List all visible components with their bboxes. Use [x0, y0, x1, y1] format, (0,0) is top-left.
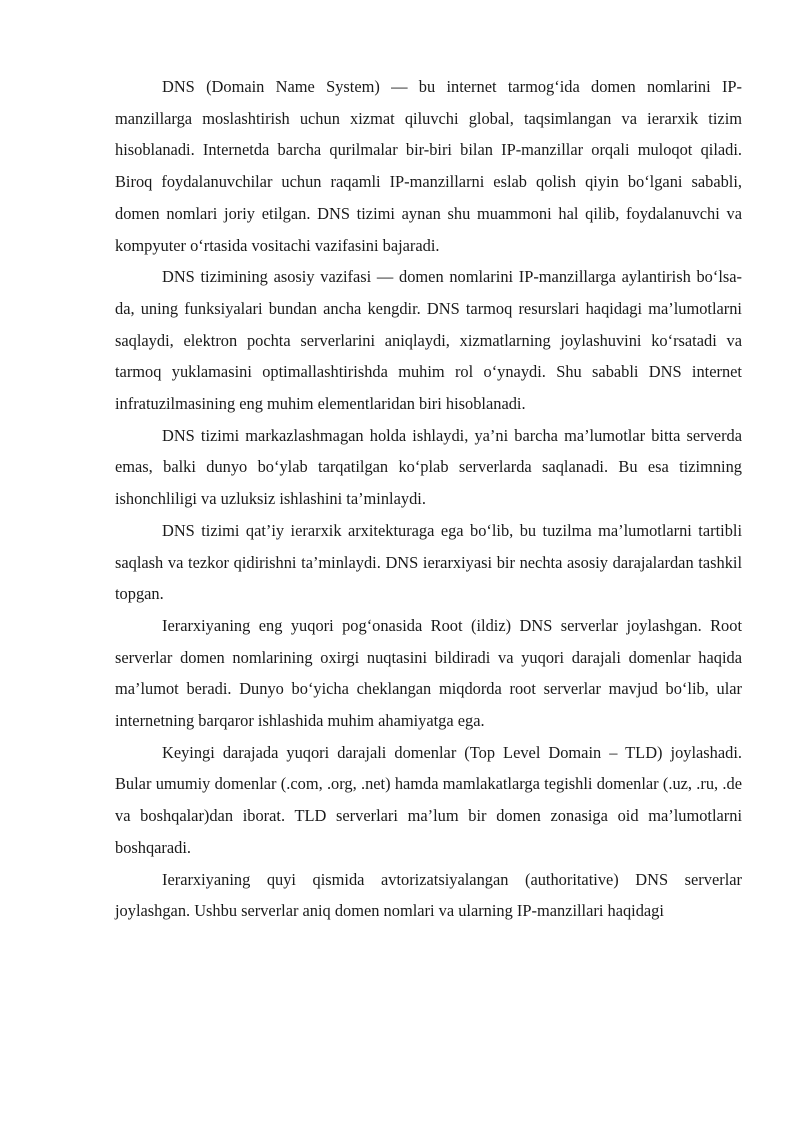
paragraph-dns-functions: DNS tizimining asosiy vazifasi — domen nomlarini IP-manzillarga aylantirish bo‘lsa-da, uning funksiyalari bundan ancha kengdir. DNS tarmoq resurslari haqidagi ma’lumotlarni saqlaydi, elektron pochta serverlarini aniqlaydi, xizmatlarning joylashuvini ko‘rsatadi va tarmoq yuklamasini optimallashtirishda muhim rol o‘ynaydi. Shu sababli DNS internet infratuzilmasining eng muhim elementlaridan biri hisoblanadi.	[115, 267, 742, 414]
paragraph-authoritative: Ierarxiyaning quyi qismida avtorizatsiyalangan (authoritative) DNS serverlar joylashgan. Ushbu serverlar aniq domen nomlari va ularning IP-manzillari haqidagi	[115, 869, 742, 921]
paragraph-hierarchy: DNS tizimi qat’iy ierarxik arxitekturaga ega bo‘lib, bu tuzilma ma’lumotlarni tartibli saqlash va tezkor qidirishni ta’minlaydi. DNS ierarxiyasi bir nechta asosiy darajalardan tashkil topgan.	[115, 520, 742, 604]
paragraph-decentralized: DNS tizimi markazlashmagan holda ishlaydi, ya’ni barcha ma’lumotlar bitta serverda emas, balki dunyo bo‘ylab tarqatilgan ko‘plab serverlarda saqlanadi. Bu esa tizimning ishonchliligi va uzluksiz ishlashini ta’minlaydi.	[115, 425, 742, 509]
paragraph-dns-definition: DNS (Domain Name System) — bu internet tarmog‘ida domen nomlarini IP-manzillarga moslashtirish uchun xizmat qiluvchi global, taqsimlangan va ierarxik tizim hisoblanadi. Internetda barcha qurilmalar bir-biri bilan IP-manzillar orqali muloqot qiladi. Biroq foydalanuvchilar uchun raqamli IP-manzillarni eslab qolish qiyin bo‘lgani sababli, domen nomlari joriy etilgan. DNS tizimi aynan shu muammoni hal qilib, foydalanuvchi va kompyuter o‘rtasida vositachi vazifasini bajaradi.	[115, 77, 742, 255]
document-page	[115, 71, 742, 927]
paragraph-tld: Keyingi darajada yuqori darajali domenlar (Top Level Domain – TLD) joylashadi. Bular umumiy domenlar (.com, .org, .net) hamda mamlakatlarga tegishli domenlar (.uz, .ru, .de va boshqalar)dan iborat. TLD serverlari ma’lum bir domen zonasiga oid ma’lumotlarni boshqaradi.	[115, 742, 742, 857]
paragraph-root-servers: Ierarxiyaning eng yuqori pog‘onasida Root (ildiz) DNS serverlar joylashgan. Root serverlar domen nomlarining oxirgi nuqtasini bildiradi va yuqori darajali domenlar haqida ma’lumot beradi. Dunyo bo‘yicha cheklangan miqdorda root serverlar mavjud bo‘lib, ular internetning barqaror ishlashida muhim ahamiyatga ega.	[115, 615, 742, 731]
